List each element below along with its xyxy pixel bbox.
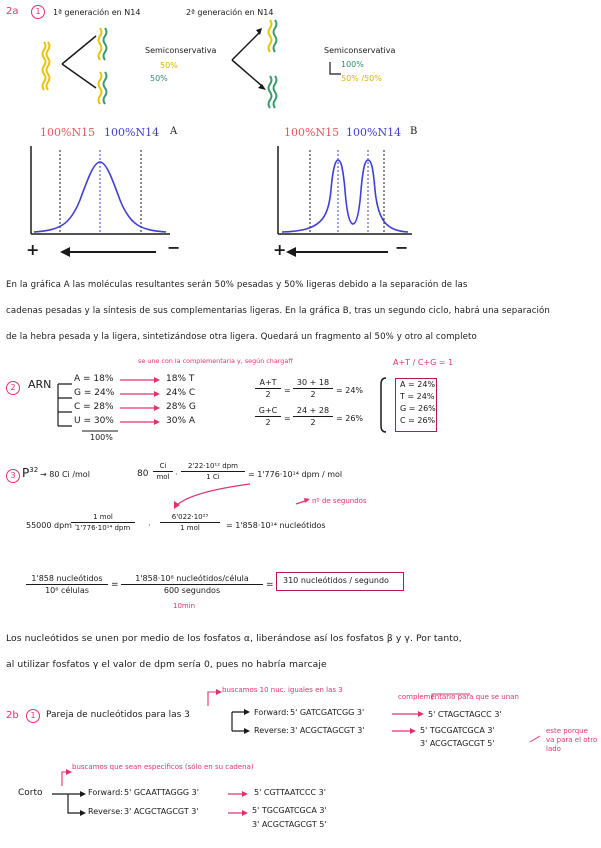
- result-a: 30% A: [166, 416, 196, 426]
- corto-rev-seq: 3' ACGCTAGCGT 3': [124, 807, 199, 816]
- eq2-lhs: [255, 406, 281, 427]
- paragraph-graphs-line-3: de la hebra pesada y la ligera, sintetizándose otra ligera. Quedará un fragmento al 50% y otro al completo: [6, 332, 477, 342]
- eq2-rhs-num: 24 + 28: [296, 406, 330, 415]
- graph-a-letter: A: [170, 126, 178, 137]
- eq2-rhs-den: 2: [310, 418, 316, 427]
- calc2-frac2-num: 6'022·10²³: [171, 513, 209, 521]
- corto-rev-label: Reverse:: [88, 807, 123, 816]
- result-t: 18% T: [166, 374, 195, 384]
- calc3-ten-min: 10min: [173, 602, 196, 610]
- p32-superscript: 32: [29, 466, 39, 474]
- calc2-frac1-den: 1'776·10¹⁴ dpm: [75, 524, 131, 532]
- graph-b-letter: B: [410, 126, 418, 137]
- calc1-result: = 1'776·10¹⁴ dpm / mol: [248, 470, 343, 479]
- section-2b-marker: 1: [26, 709, 40, 723]
- bases-total: 100%: [90, 433, 113, 442]
- calc3-equals: =: [111, 580, 119, 590]
- eq2-lhs-den: 2: [265, 418, 271, 427]
- calc2-value: 55000 dpm ·: [26, 521, 78, 530]
- calc3-equals-2: =: [266, 580, 274, 590]
- section-2-note: se une con la complementaria y, según chargaff: [138, 357, 293, 365]
- section-2a-marker: 1: [31, 5, 45, 19]
- p32-letter: P: [22, 466, 30, 480]
- semi2-percent-1: 100%: [341, 60, 364, 69]
- semi2-label: Semiconservativa: [324, 46, 396, 55]
- calc2-frac1: [71, 513, 135, 532]
- calc2-frac1-num: 1 mol: [93, 513, 113, 521]
- calc3-mid-den: 600 segundos: [163, 586, 221, 595]
- comp-seq-3: 3' ACGCTAGCGT 5': [420, 739, 495, 748]
- eq2-rhs: [293, 406, 333, 427]
- final-c: C = 26%: [400, 416, 436, 425]
- pair-label: Pareja de nucleótidos para las 3: [46, 710, 190, 720]
- calc1-frac1-den: mol: [156, 473, 170, 481]
- eq1-rhs-num: 30 + 18: [296, 378, 330, 387]
- eq1-lhs-den: 2: [265, 390, 271, 399]
- graph-a-label-n14: 100%N14: [104, 126, 160, 139]
- calc3-mid-frac: [121, 574, 263, 595]
- replication-diagram: [0, 0, 601, 120]
- corto-fwd-label: Forward:: [88, 788, 123, 797]
- p32-symbol: [22, 466, 38, 480]
- graph-a-minus: −: [167, 238, 181, 257]
- corto-fwd-seq: 5' GCAATTAGGG 3': [124, 788, 199, 797]
- section-2-arrows: [0, 360, 601, 440]
- corto-comp-1: 5' CGTTAATCCC 3': [254, 788, 326, 797]
- eq1-lhs: [255, 378, 281, 399]
- eq1-rhs-den: 2: [310, 390, 316, 399]
- calc2-frac2-den: 1 mol: [180, 524, 200, 532]
- paragraph-phosphates-line-1: Los nucleótidos se unen por medio de los fosfatos α, liberándose así los fosfatos β y γ. Por tanto,: [6, 633, 462, 644]
- section-2a-number: 2a: [6, 6, 19, 17]
- eq1-result: = 24%: [336, 386, 364, 395]
- semi1-percent-1: 50%: [160, 61, 178, 70]
- arn-label: ARN: [28, 378, 52, 391]
- eq2-equals: =: [284, 414, 291, 423]
- note-complementary: complementario para que se unan: [398, 693, 519, 701]
- result-box: [276, 572, 404, 591]
- semi1-percent-2: 50%: [150, 74, 168, 83]
- calc3-num: 1'858 nucleótidos: [31, 574, 103, 583]
- final-t: T = 24%: [400, 392, 435, 401]
- graph-b-label-n14: 100%N14: [346, 126, 402, 139]
- note-same-10: buscamos 10 nuc. iguales en las 3: [222, 686, 343, 694]
- eq1-equals: =: [284, 386, 291, 395]
- graph-a-plus: +: [26, 240, 40, 259]
- corto-label: Corto: [18, 788, 43, 798]
- graph-b-plus: +: [273, 240, 287, 259]
- graph-b: [270, 120, 420, 262]
- comp-seq-2: 5' TGCGATCGCA 3': [420, 726, 495, 735]
- final-g: G = 26%: [400, 404, 436, 413]
- corto-note: buscamos que sean específicos (sólo en su cadena): [72, 763, 254, 771]
- calc2-frac2: [160, 513, 220, 532]
- eq2-result: = 26%: [336, 414, 364, 423]
- comp-seq-1: 5' CTAGCTAGCC 3': [428, 710, 502, 719]
- seconds-note: nº de segundos: [312, 497, 367, 505]
- paragraph-phosphates-line-2: al utilizar fosfatos γ el valor de dpm sería 0, pues no habría marcaje: [6, 659, 327, 670]
- calc3-frac: [26, 574, 108, 595]
- fwd-seq: 5' GATCGATCGG 3': [290, 708, 365, 717]
- note-other-side: este porque va para el otro lado: [546, 727, 598, 753]
- result-g: 28% G: [166, 402, 196, 412]
- base-u: U = 30%: [74, 416, 114, 426]
- calc3-den: 10⁶ células: [45, 586, 89, 595]
- semi1-label: Semiconservativa: [145, 46, 217, 55]
- calc3-mid-num: 1'858·10⁸ nucleótidos/célula: [135, 574, 249, 583]
- split-arrow: [62, 36, 96, 88]
- result-c: 24% C: [166, 388, 196, 398]
- parent-strand-yellow: [43, 42, 46, 90]
- graph-b-minus: −: [395, 238, 409, 257]
- chargaff-ratio: A+T / C+G = 1: [393, 358, 454, 367]
- final-percentages-box: [395, 378, 437, 432]
- rev-label: Reverse:: [254, 726, 289, 735]
- gen2-title: 2ª generación en N14: [186, 8, 274, 17]
- paragraph-graphs-line-1: En la gráfica A las moléculas resultantes serán 50% pesadas y 50% ligeras debido a la separación de las: [6, 280, 468, 290]
- graph-a: [20, 120, 188, 262]
- paragraph-phosphates: [6, 626, 596, 678]
- base-a: A = 18%: [74, 374, 114, 384]
- gen1-title: 1ª generación en N14: [53, 8, 141, 17]
- base-c: C = 28%: [74, 402, 114, 412]
- paragraph-graphs: [6, 272, 596, 350]
- calc1-frac2-den: 1 Ci: [206, 473, 220, 481]
- semi2-percent-2: 50% /50%: [341, 74, 382, 83]
- base-g: G = 24%: [74, 388, 115, 398]
- fwd-label: Forward:: [254, 708, 289, 717]
- eq2-lhs-num: G+C: [258, 406, 278, 415]
- eq1-lhs-num: A+T: [259, 378, 277, 387]
- final-a: A = 24%: [400, 380, 436, 389]
- graph-a-label-n15: 100%N15: [40, 126, 96, 139]
- calc1-dot: ·: [175, 470, 178, 479]
- calc1-frac2: [181, 462, 245, 481]
- eq1-rhs: [293, 378, 333, 399]
- section-2-marker: 2: [6, 381, 20, 395]
- calc2-dot: ·: [148, 521, 151, 530]
- calc1-frac1: [153, 462, 173, 481]
- paragraph-graphs-line-2: cadenas pesadas y la síntesis de sus complementarias ligeras. En la gráfica B, tras un segundo ciclo, habrá una separación: [6, 306, 550, 316]
- section-2b-number: 2b: [6, 710, 19, 721]
- calc1-frac1-num: Ci: [159, 462, 167, 470]
- calc1-frac2-num: 2'22·10¹² dpm: [188, 462, 238, 470]
- rev-seq: 3' ACGCTAGCGT 3': [290, 726, 365, 735]
- corto-comp-3: 3' ACGCTAGCGT 5': [252, 820, 327, 829]
- corto-comp-2: 5' TGCGATCGCA 3': [252, 806, 327, 815]
- p32-activity: → 80 Ci /mol: [40, 470, 90, 479]
- section-3-marker: 3: [6, 469, 20, 483]
- graph-b-label-n15: 100%N15: [284, 126, 340, 139]
- calc2-result: = 1'858·10¹⁴ nucleótidos: [226, 521, 326, 530]
- calc1-value: 80: [137, 469, 149, 479]
- final-rate: 310 nucleótidos / segundo: [283, 576, 389, 585]
